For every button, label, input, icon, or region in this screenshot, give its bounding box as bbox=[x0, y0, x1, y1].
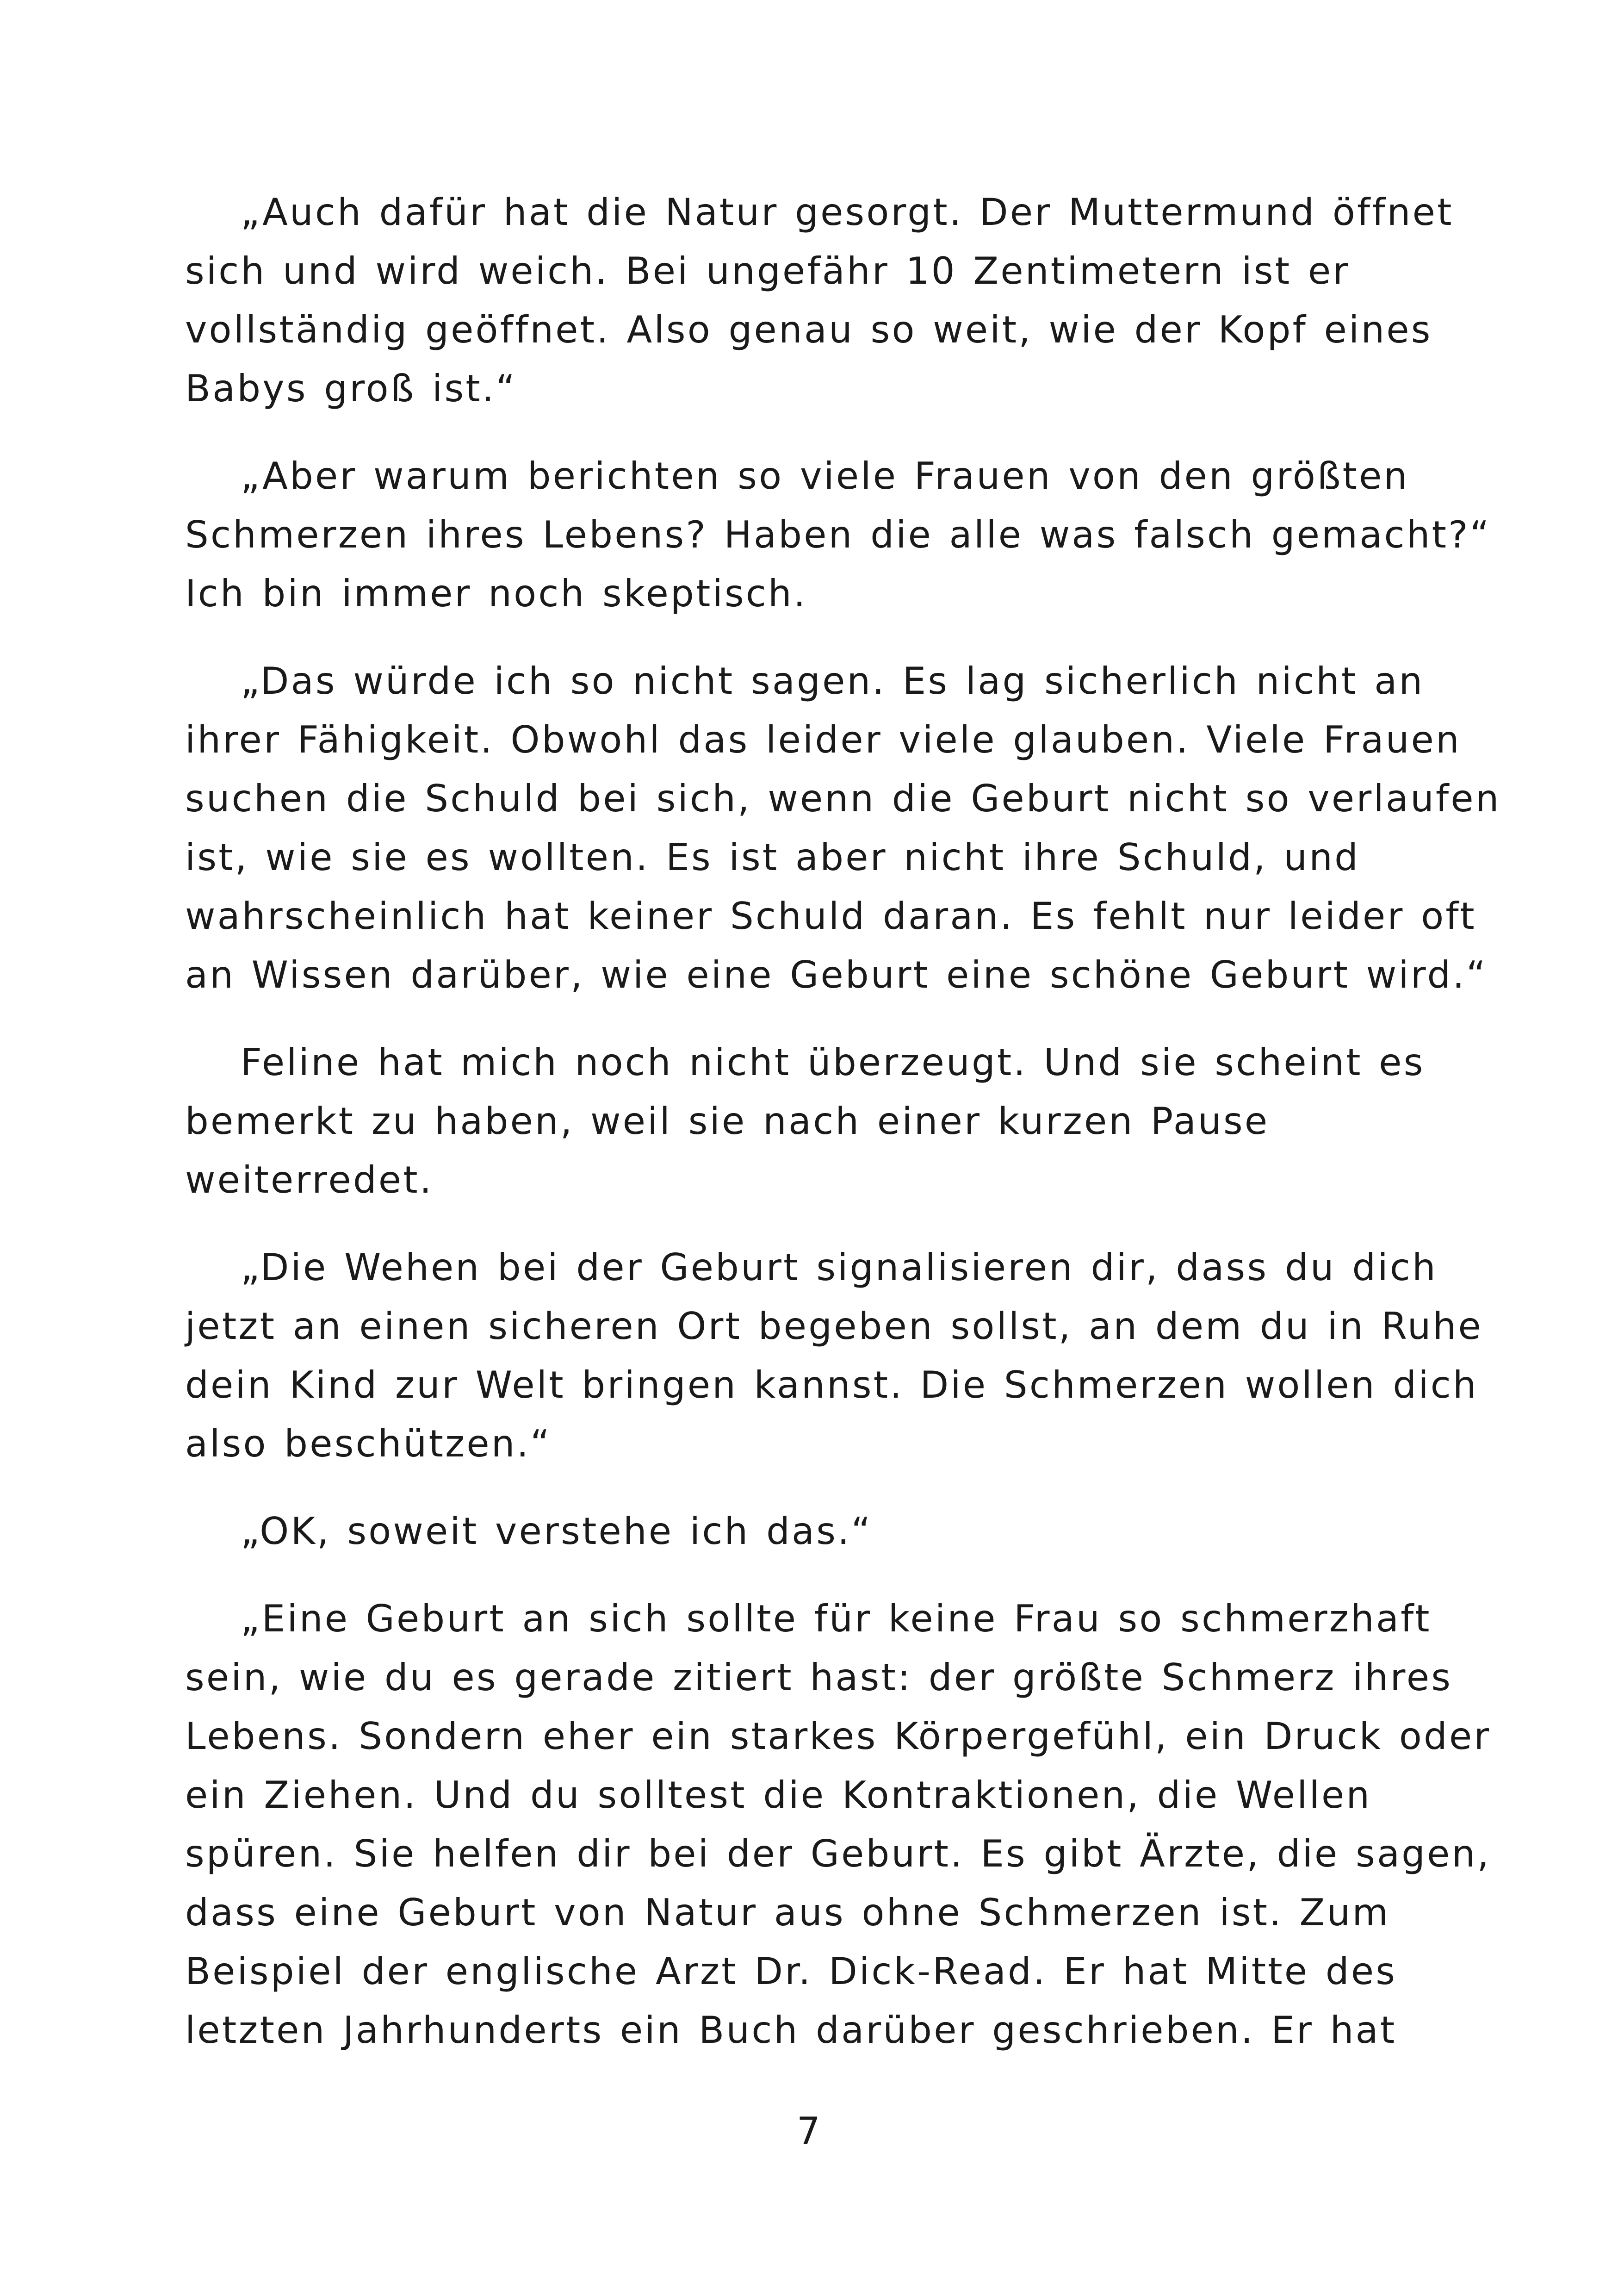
page-number: 7 bbox=[797, 2109, 821, 2153]
text-line: suchen die Schuld bei sich, wenn die Geburt nicht so verlaufen bbox=[185, 777, 1501, 820]
text-line: Ich bin immer noch skeptisch. bbox=[185, 572, 807, 615]
text-line: Feline hat mich noch nicht überzeugt. Und sie scheint es bbox=[241, 1041, 1425, 1084]
text-line: Beispiel der englische Arzt Dr. Dick-Read. Er hat Mitte des bbox=[185, 1950, 1397, 1993]
text-line: dein Kind zur Welt bringen kannst. Die Schmerzen wollen dich bbox=[185, 1363, 1478, 1406]
text-line: dass eine Geburt von Natur aus ohne Schmerzen ist. Zum bbox=[185, 1891, 1390, 1934]
text-line: ein Ziehen. Und du solltest die Kontraktionen, die Wellen bbox=[185, 1773, 1372, 1817]
paragraph bbox=[185, 652, 1501, 1004]
text-line: ihrer Fähigkeit. Obwohl das leider viele glauben. Viele Frauen bbox=[185, 718, 1461, 761]
paragraph bbox=[185, 1502, 1462, 1561]
paragraph bbox=[185, 1589, 1491, 2060]
text-line: sein, wie du es gerade zitiert hast: der größte Schmerz ihres bbox=[185, 1656, 1453, 1699]
text-line: bemerkt zu haben, weil sie nach einer kurzen Pause bbox=[185, 1100, 1270, 1143]
text-line: also beschützen.“ bbox=[185, 1422, 552, 1465]
text-line: Schmerzen ihres Lebens? Haben die alle was falsch gemacht?“ bbox=[185, 513, 1491, 556]
text-line: an Wissen darüber, wie eine Geburt eine schöne Geburt wird.“ bbox=[185, 953, 1488, 996]
paragraph bbox=[185, 1033, 1462, 1209]
text-line: „OK, soweit verstehe ich das.“ bbox=[241, 1510, 873, 1553]
text-line: Lebens. Sondern eher ein starkes Körpergefühl, ein Druck oder bbox=[185, 1715, 1491, 1758]
text-line: vollständig geöffnet. Also genau so weit, wie der Kopf eines bbox=[185, 308, 1432, 351]
text-line: wahrscheinlich hat keiner Schuld daran. Es fehlt nur leider oft bbox=[185, 895, 1476, 938]
text-line: sich und wird weich. Bei ungefähr 10 Zentimetern ist er bbox=[185, 249, 1350, 292]
text-line: „Aber warum berichten so viele Frauen von den größten bbox=[241, 454, 1409, 498]
text-line: ist, wie sie es wollten. Es ist aber nicht ihre Schuld, und bbox=[185, 836, 1360, 879]
text-line: „Die Wehen bei der Geburt signalisieren dir, dass du dich bbox=[241, 1246, 1438, 1289]
paragraph bbox=[185, 447, 1491, 623]
text-line: Babys groß ist.“ bbox=[185, 367, 517, 410]
paragraph bbox=[185, 1238, 1483, 1473]
text-line: weiterredet. bbox=[185, 1158, 434, 1201]
text-line: „Das würde ich so nicht sagen. Es lag sicherlich nicht an bbox=[241, 660, 1425, 703]
text-line: letzten Jahrhunderts ein Buch darüber geschrieben. Er hat bbox=[185, 2009, 1397, 2052]
paragraph bbox=[185, 183, 1462, 418]
text-line: spüren. Sie helfen dir bei der Geburt. Es gibt Ärzte, die sagen, bbox=[185, 1832, 1491, 1875]
text-line: jetzt an einen sicheren Ort begeben sollst, an dem du in Ruhe bbox=[185, 1305, 1483, 1348]
body-text bbox=[185, 183, 1501, 2088]
text-line: „Auch dafür hat die Natur gesorgt. Der Muttermund öffnet bbox=[241, 191, 1454, 234]
text-line: „Eine Geburt an sich sollte für keine Frau so schmerzhaft bbox=[241, 1597, 1432, 1640]
